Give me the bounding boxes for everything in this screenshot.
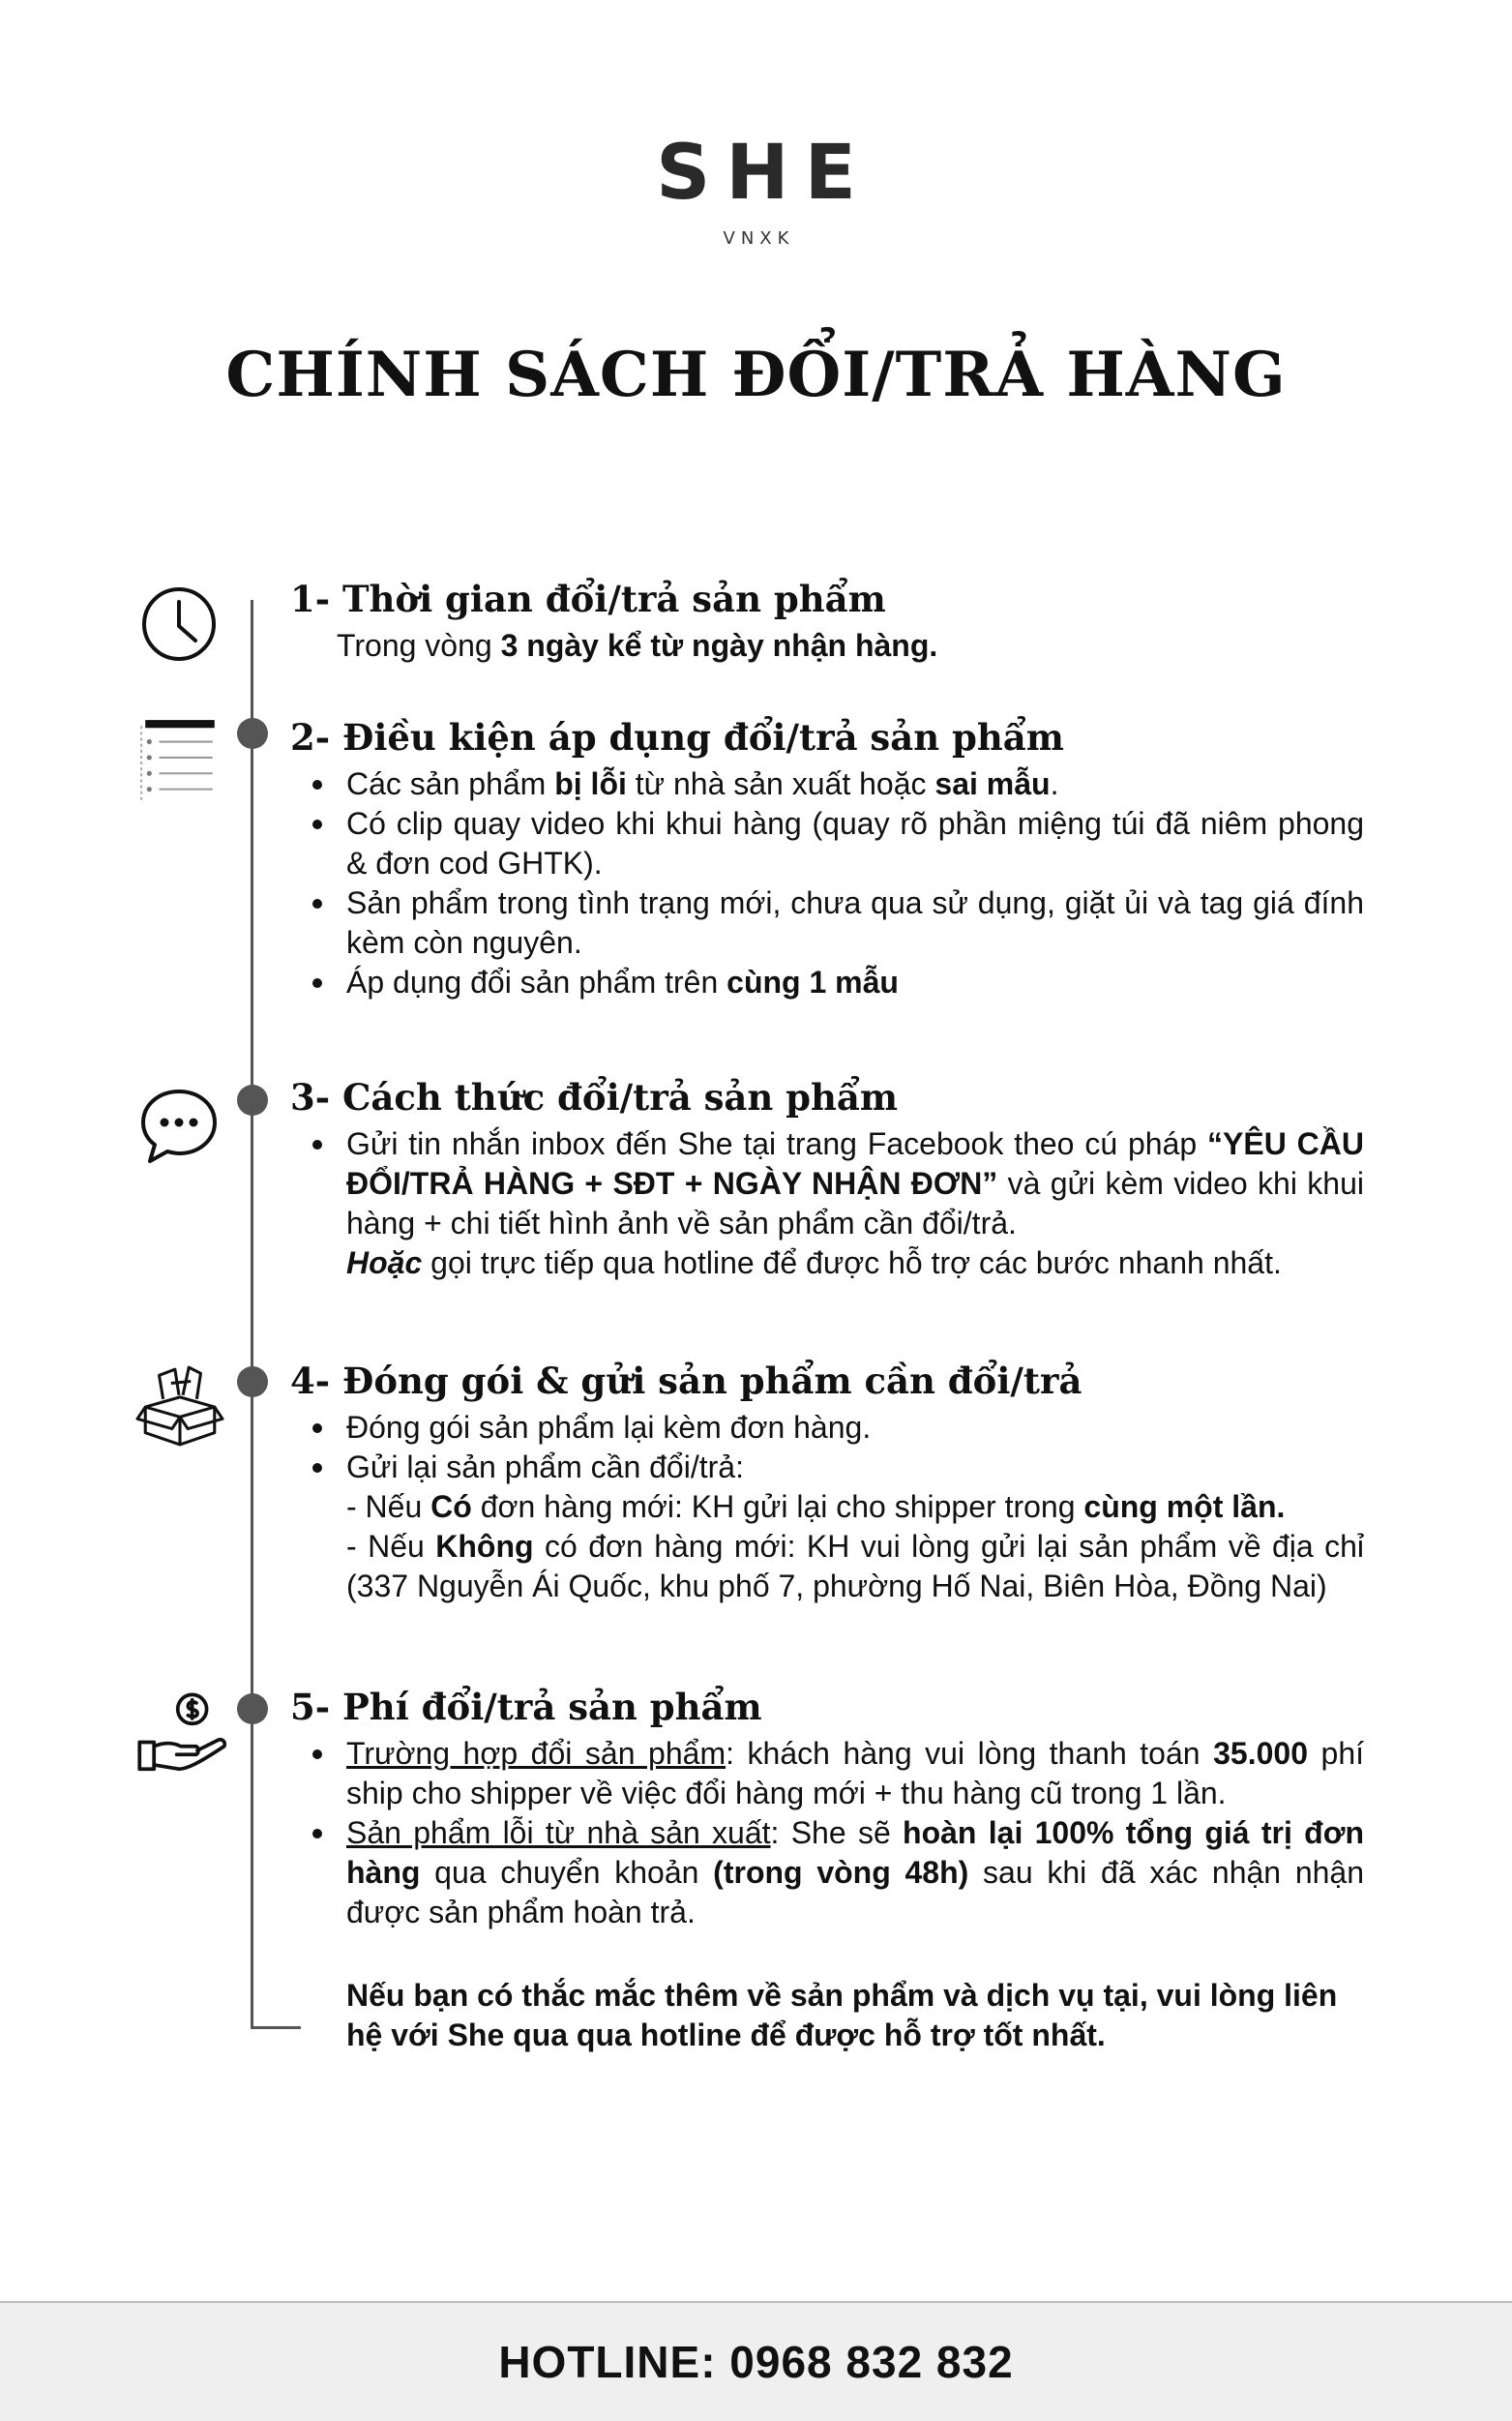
section-return-time	[290, 578, 1364, 666]
section-packing	[290, 1360, 1364, 1606]
section-fees	[290, 1686, 1364, 1932]
box-icon	[135, 1360, 224, 1449]
hotline-text: HOTLINE: 0968 832 832	[498, 2337, 1014, 2387]
section-conditions	[290, 716, 1364, 1002]
hand-money-icon	[135, 1689, 228, 1781]
footer-bar	[0, 2301, 1512, 2421]
bullet-list	[290, 1734, 1364, 1932]
section-body	[290, 626, 1364, 666]
case-line: - Nếu Có đơn hàng mới: KH gửi lại cho shipper trong cùng một lần.	[346, 1489, 1286, 1525]
timeline-dot	[237, 1693, 268, 1724]
list-item: Đóng gói sản phẩm lại kèm đơn hàng.	[346, 1408, 1364, 1448]
list-item: Gửi tin nhắn inbox đến She tại trang Facebook theo cú pháp “YÊU CẦU ĐỔI/TRẢ HÀNG + SĐT + NGÀY NHẬN ĐƠN” và gửi kèm video khi khui hàng + chi tiết hình ảnh về sản phẩm cần đổi/trả.	[346, 1124, 1364, 1243]
section-title: 1- Thời gian đổi/trả sản phẩm	[290, 578, 886, 620]
list-item: Trường hợp đổi sản phẩm: khách hàng vui lòng thanh toán 35.000 phí ship cho shipper về việc đổi hàng mới + thu hàng cũ trong 1 lần.	[346, 1734, 1364, 1813]
section-title: 4- Đóng gói & gửi sản phẩm cần đổi/trả	[290, 1360, 1082, 1402]
timeline-foot	[251, 2026, 301, 2029]
section-title: 5- Phí đổi/trả sản phẩm	[290, 1686, 762, 1728]
closing-note: Nếu bạn có thắc mắc thêm về sản phẩm và dịch vụ tại, vui lòng liên hệ với She qua qua hotline để được hỗ trợ tốt nhất.	[346, 1978, 1338, 2052]
bullet-list	[290, 1124, 1364, 1243]
section-title: 2- Điều kiện áp dụng đổi/trả sản phẩm	[290, 716, 1064, 759]
case-line: - Nếu Không có đơn hàng mới: KH vui lòng gửi lại sản phẩm về địa chỉ (337 Nguyễn Ái Quốc, khu phố 7, phường Hố Nai, Biên Hòa, Đồng Nai)	[346, 1529, 1365, 1604]
chat-bubble-icon	[135, 1084, 222, 1171]
brand-name: SHE	[656, 130, 872, 217]
page-title: CHÍNH SÁCH ĐỔI/TRẢ HÀNG	[225, 339, 1287, 411]
bullet-list	[290, 764, 1364, 1002]
timeline-dot	[237, 1085, 268, 1116]
section-method	[290, 1076, 1364, 1283]
text-bold: 3 ngày kể từ ngày nhận hàng.	[500, 628, 938, 664]
checklist-icon	[135, 716, 224, 805]
bullet-list	[290, 1408, 1364, 1487]
list-item: Gửi lại sản phẩm cần đổi/trả:	[346, 1448, 1364, 1487]
clock-icon	[135, 581, 222, 668]
timeline-line	[251, 600, 253, 2029]
timeline-dot	[237, 718, 268, 749]
alt-contact-text: Hoặc gọi trực tiếp qua hotline để được hỗ trợ các bước nhanh nhất.	[346, 1245, 1282, 1281]
timeline-dot	[237, 1366, 268, 1397]
list-item: Sản phẩm trong tình trạng mới, chưa qua sử dụng, giặt ủi và tag giá đính kèm còn nguyên.	[346, 883, 1364, 963]
brand-sub: VNXK	[723, 228, 795, 249]
section-title: 3- Cách thức đổi/trả sản phẩm	[290, 1076, 899, 1119]
list-item: Các sản phẩm bị lỗi từ nhà sản xuất hoặc sai mẫu.	[346, 764, 1364, 804]
list-item: Sản phẩm lỗi từ nhà sản xuất: She sẽ hoàn lại 100% tổng giá trị đơn hàng qua chuyển khoản (trong vòng 48h) sau khi đã xác nhận nhận được sản phẩm hoàn trả.	[346, 1813, 1364, 1932]
brand-logo	[0, 130, 1512, 249]
text: Trong vòng	[337, 628, 501, 664]
list-item: Có clip quay video khi khui hàng (quay rõ phần miệng túi đã niêm phong & đơn cod GHTK).	[346, 804, 1364, 883]
list-item: Áp dụng đổi sản phẩm trên cùng 1 mẫu	[346, 963, 1364, 1002]
